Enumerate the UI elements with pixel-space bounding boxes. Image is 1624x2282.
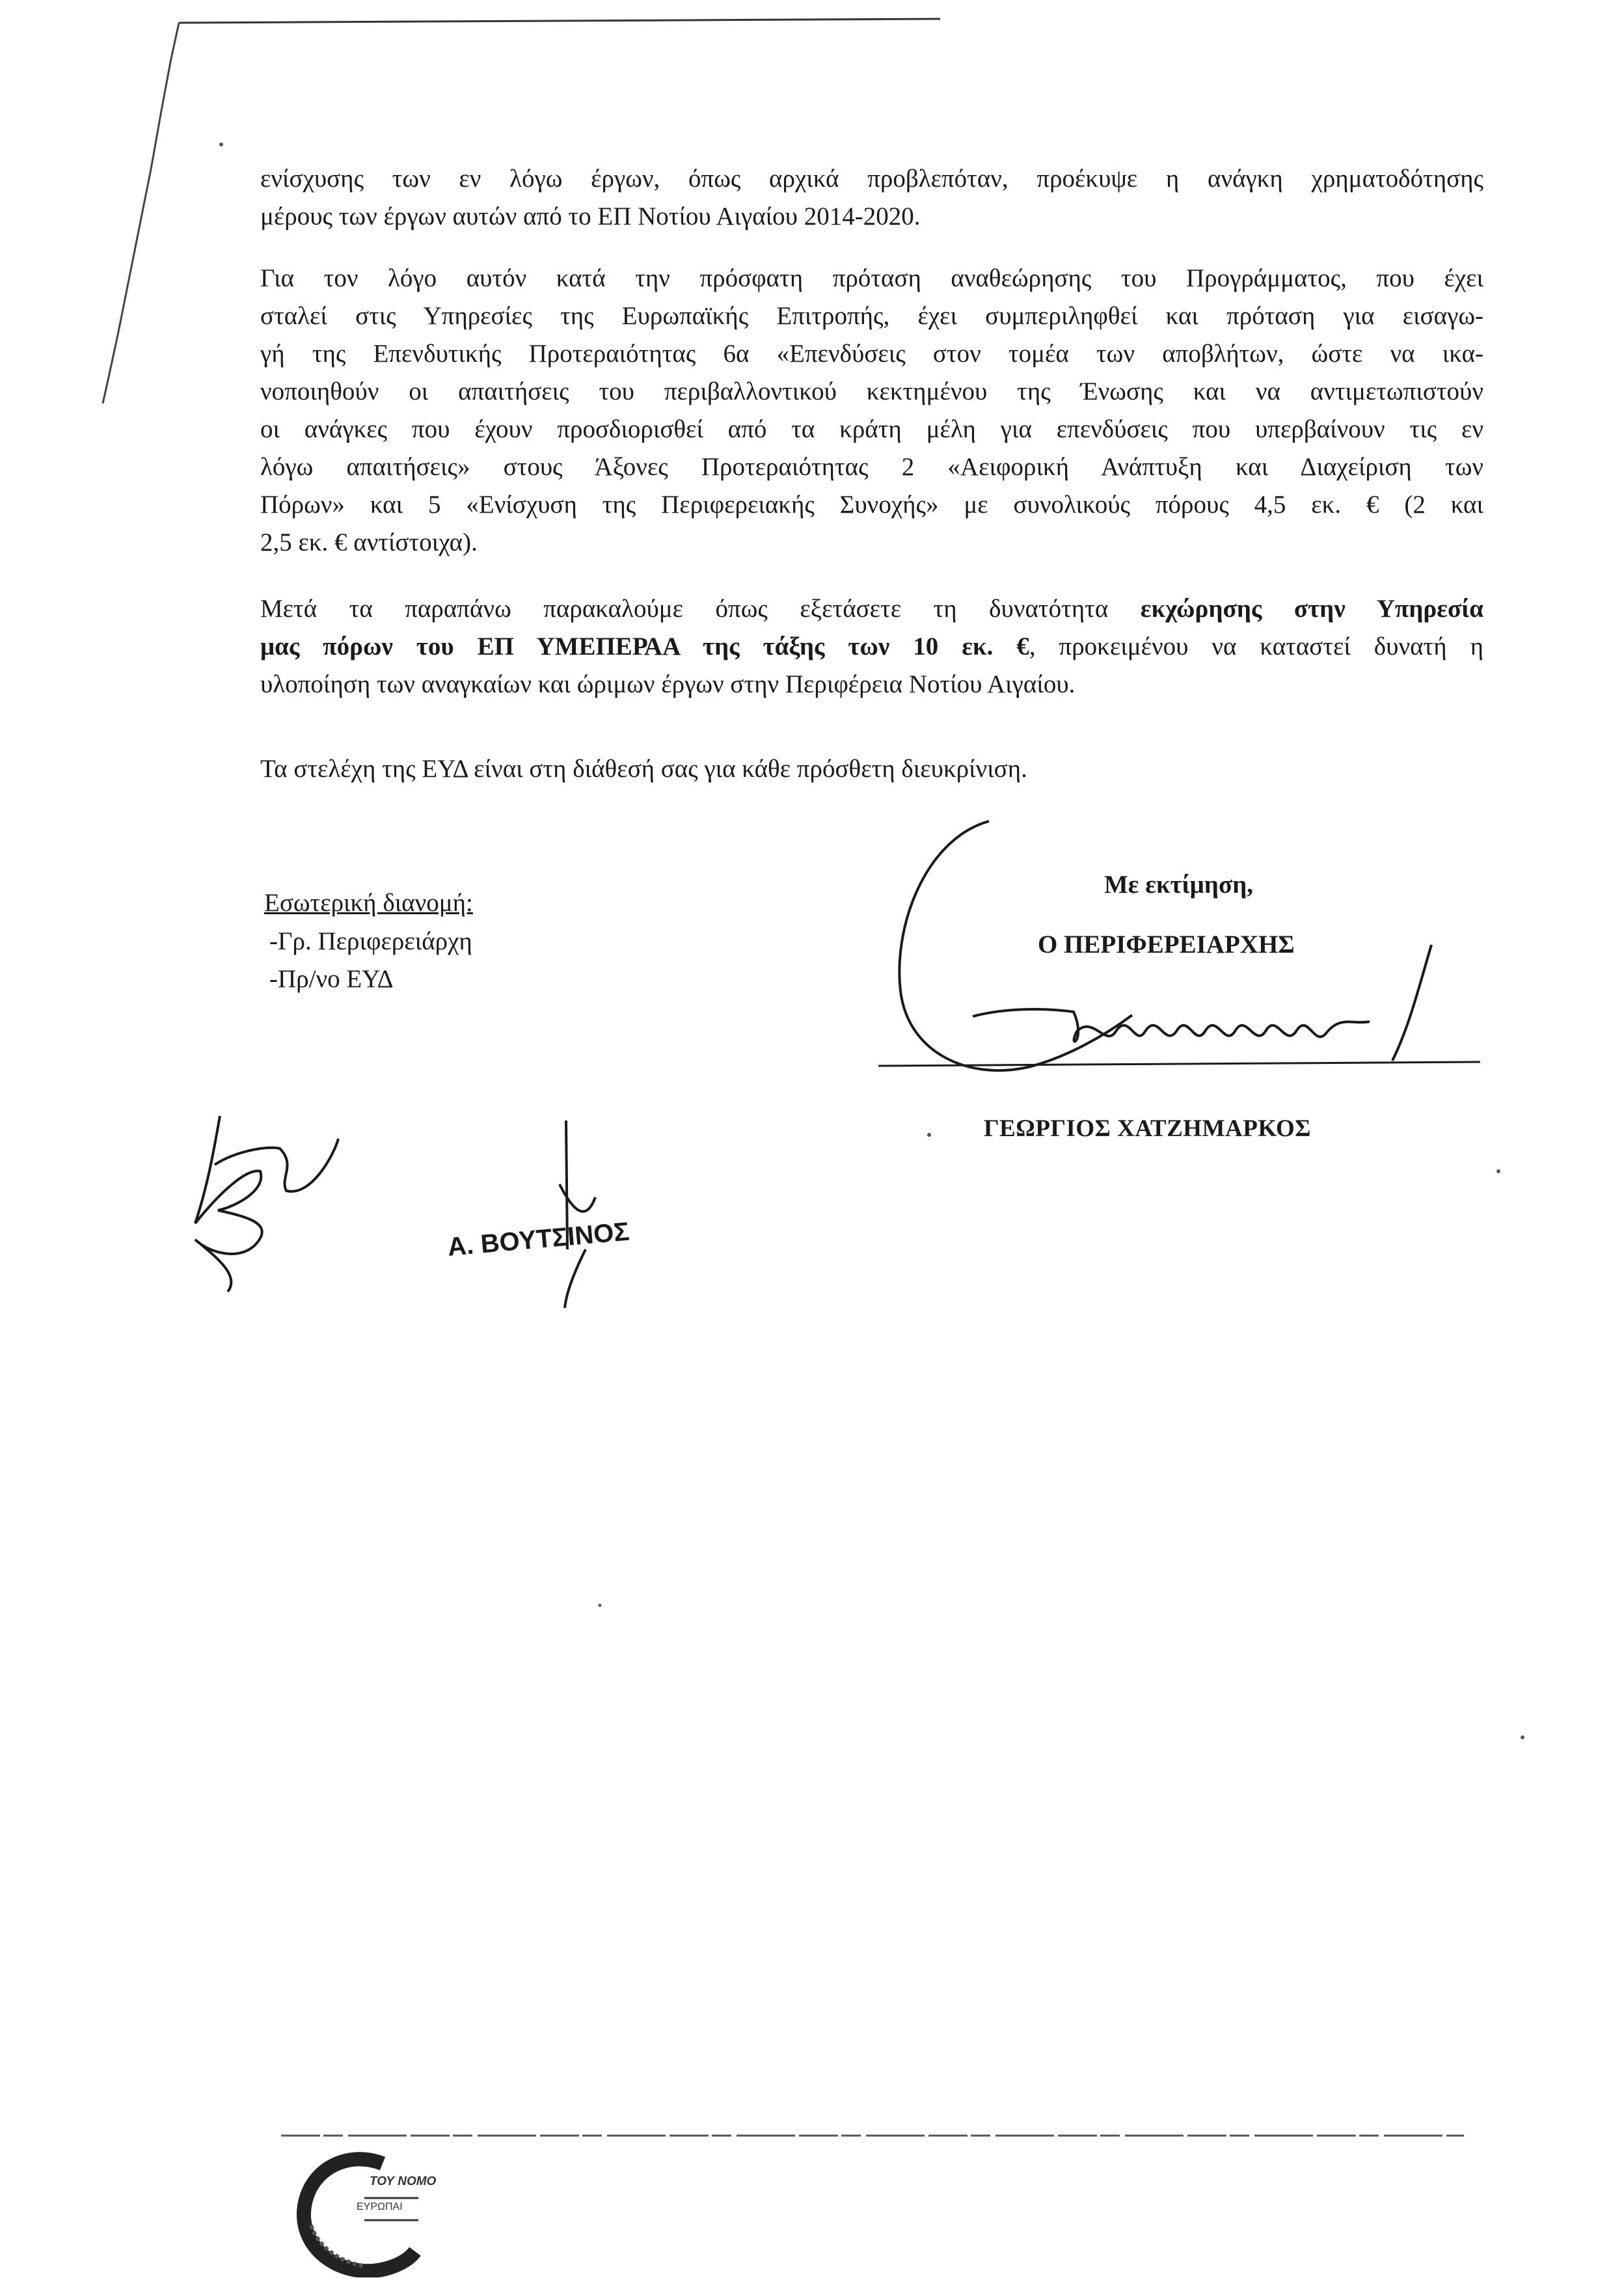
paragraph-2-line: Πόρων» και 5 «Ενίσχυση της Περιφερειακής Συνοχής» με συνολικούς πόρους 4,5 εκ. € (2 και — [260, 491, 1483, 519]
paragraph-2-line: σταλεί στις Υπηρεσίες της Ευρωπαϊκής Επιτροπής, έχει συμπεριληφθεί και πρόταση για εισαγω- — [260, 302, 1483, 330]
paragraph-2-line: γή της Επενδυτικής Προτεραιότητας 6α «Επενδύσεις στον τομέα των αποβλήτων, ώστε να ικα- — [260, 340, 1483, 368]
left-scan-edge — [103, 23, 179, 403]
stamp-text: ΤΟΥ ΝΟΜΟ — [370, 2175, 437, 2188]
paragraph-3-line — [260, 590, 1483, 628]
closing-greeting: Με εκτίμηση, — [1104, 871, 1253, 899]
paragraph-2-line: Για τον λόγο αυτόν κατά την πρόσφατη πρόταση αναθεώρησης του Προγράμματος, που έχει — [260, 264, 1483, 292]
paragraph-3-line: υλοποίηση των αναγκαίων και ώριμων έργων στην Περιφέρεια Νοτίου Αιγαίου. — [260, 670, 1076, 698]
distribution-item: -Πρ/νο ΕΥΔ — [269, 965, 394, 993]
distribution-item: -Γρ. Περιφερειάρχη — [269, 927, 472, 955]
scan-dot — [219, 143, 223, 146]
closing-sentence: Τα στελέχη της ΕΥΔ είναι στη διάθεσή σας για κάθε πρόσθετη διευκρίνιση. — [260, 755, 1027, 783]
top-scan-line — [179, 19, 940, 23]
signatory-title: Ο ΠΕΡΙΦΕΡΕΙΑΡΧΗΣ — [1038, 930, 1295, 958]
paragraph-2-line: λόγω απαιτήσεις» στους Άξονες Προτεραιότητας 2 «Αειφορική Ανάπτυξη και Διαχείριση των — [260, 453, 1483, 481]
paragraph-3-line — [260, 628, 1483, 666]
request-emphasis: εκχώρησης στην Υπηρεσία — [1140, 595, 1483, 623]
scan-dot — [1496, 1169, 1500, 1173]
paragraph-2-line: 2,5 εκ. € αντίστοιχα). — [260, 528, 478, 556]
paragraph-1 — [260, 160, 1483, 236]
paragraph-2 — [260, 260, 1483, 562]
request-text: , προκειμένου να καταστεί δυνατή η — [1029, 632, 1483, 660]
scan-dot — [1521, 1735, 1524, 1739]
request-amount: μας πόρων του ΕΠ ΥΜΕΠΕΡΑΑ της τάξης των 10 εκ. € — [260, 632, 1029, 660]
distribution-heading: Εσωτερική διανομή: — [264, 889, 473, 917]
scan-dot — [599, 1604, 602, 1607]
paragraph-3 — [260, 590, 1483, 703]
paragraph-2-line: νοποιηθούν οι απαιτήσεις του περιβαλλοντικού κεκτημένου της Ένωσης και να αντιμετωπιστούν — [260, 377, 1483, 405]
paragraph-1-line: ενίσχυσης των εν λόγω έργων, όπως αρχικά προβλεπόταν, προέκυψε η ανάγκη χρηματοδότησης — [260, 165, 1483, 193]
stamp-text: ΕΥΡΩΠΑΙ — [357, 2201, 403, 2212]
paragraph-1-line: μέρους των έργων αυτών από το ΕΠ Νοτίου Αιγαίου 2014-2020. — [260, 202, 921, 230]
scan-dot — [927, 1133, 931, 1137]
paragraph-2-line: οι ανάγκες που έχουν προσδιορισθεί από τα κράτη μέλη για επενδύσεις που υπερβαίνουν τις εν — [260, 415, 1483, 443]
initials-name: Α. ΒΟΥΤΣΙΝΟΣ — [446, 1217, 631, 1262]
signatory-name: ΓΕΩΡΓΙΟΣ ΧΑΤΖΗΜΑΡΚΟΣ — [984, 1115, 1311, 1142]
paragraph-4 — [260, 750, 1483, 788]
request-text: Μετά τα παραπάνω παρακαλούμε όπως εξετάσετε τη δυνατότητα — [260, 595, 1141, 623]
